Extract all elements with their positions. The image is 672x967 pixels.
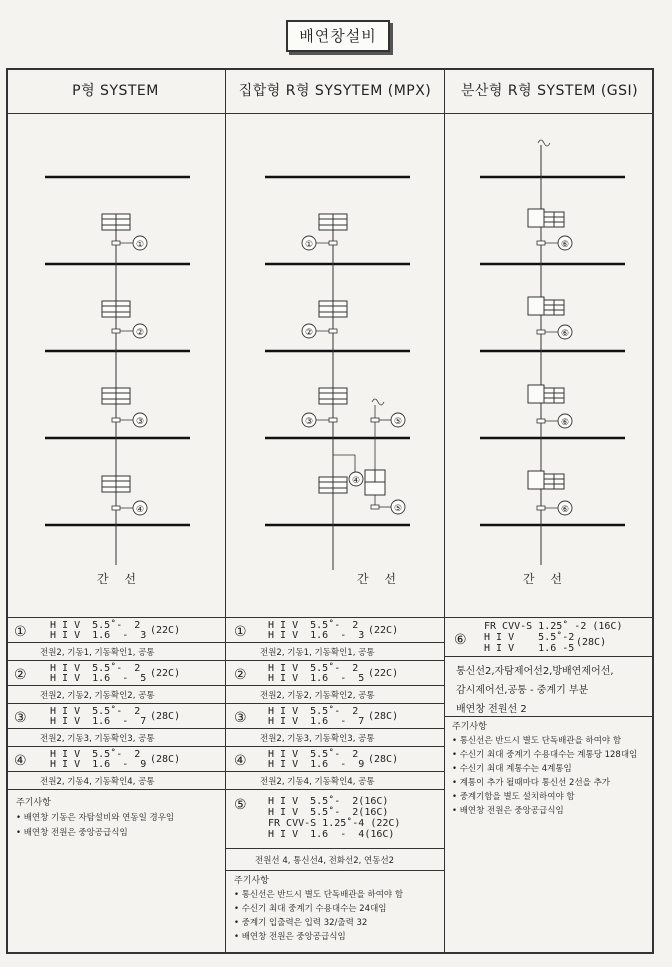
spec-line: H I V 1.6 - 5 — [268, 673, 365, 684]
junction-box — [329, 329, 337, 333]
marker-num: ① — [304, 240, 314, 250]
marker-num: ④ — [351, 476, 361, 486]
smoke-window-device — [102, 388, 130, 404]
spec-size: (28C) — [368, 711, 399, 722]
spec-num: ① — [234, 624, 247, 640]
spec-size: (28C) — [150, 711, 181, 722]
mpx-notes — [234, 874, 403, 944]
note-item: • 계통이 추가 될때마다 통신선 2선을 추가 — [452, 778, 611, 788]
marker-num: ② — [304, 328, 314, 338]
spec-num: ④ — [234, 753, 247, 769]
spec-num: ④ — [14, 753, 27, 769]
smoke-window-device — [319, 301, 347, 317]
junction-box — [371, 418, 379, 422]
trunk-label: 간 선 — [97, 572, 142, 586]
trunk-label: 간 선 — [523, 572, 568, 586]
spec-num: ⑥ — [454, 632, 467, 648]
smoke-window-device — [528, 209, 564, 227]
smoke-window-device — [528, 297, 564, 315]
spec-num: ② — [234, 667, 247, 683]
spec-line: H I V 5.5˚- 2(16C) — [268, 807, 389, 818]
note-item: • 통신선은 반드시 별도 단독배관을 하여야 함 — [452, 736, 622, 746]
spec-desc: 전원2, 기동1, 기동확인1, 공통 — [260, 648, 375, 658]
spec-line: H I V 5.5˚- 2 — [50, 620, 141, 631]
spec-line: FR CVV-S 1.25˚ -2 (16C) — [484, 621, 623, 632]
notes-title: 주기사항 — [452, 722, 487, 732]
marker-num: ⑥ — [560, 240, 570, 250]
junction-box — [112, 418, 120, 422]
gsi-desc: 감시제어선,공통 - 중계기 부분 — [456, 685, 589, 696]
junction-box — [329, 241, 337, 245]
note-item: • 배연창 전원은 중앙공급식임 — [452, 806, 564, 816]
spec-desc: 전원2, 기동4, 기동확인4, 공통 — [40, 777, 155, 787]
junction-box — [537, 419, 545, 423]
marker-num: ⑥ — [560, 329, 570, 339]
junction-box — [371, 505, 379, 509]
spec-num: ① — [14, 624, 27, 640]
smoke-window-device — [319, 477, 347, 493]
spec-line: FR CVV-S 1.25˚-4 (22C) — [268, 818, 401, 829]
p-notes — [16, 796, 174, 841]
junction-box — [329, 418, 337, 422]
column-header-p: P형 SYSTEM — [72, 83, 159, 99]
spec-num: ③ — [14, 710, 27, 726]
spec-size: (28C) — [576, 637, 607, 648]
note-item: • 배연창 전원은 중앙공급식임 — [234, 932, 346, 942]
spec-line: H I V 1.6 - 7 — [268, 716, 365, 727]
spec-size: (28C) — [368, 754, 399, 765]
smoke-window-device — [319, 214, 347, 230]
spec-line: H I V 1.6 - 3 — [50, 630, 147, 641]
spec-line: H I V 1.6 - 9 — [268, 759, 365, 770]
spec-line: H I V 1.6 -5 — [484, 643, 575, 654]
spec-desc: 전원2, 기동1, 기동확인1, 공통 — [40, 648, 155, 658]
smoke-window-device — [102, 476, 130, 492]
note-item: • 통신선은 반드시 별도 단독배관을 하여야 함 — [234, 890, 404, 900]
spec-size: (22C) — [150, 668, 181, 679]
smoke-window-device — [528, 385, 564, 403]
junction-box — [537, 330, 545, 334]
spec-line: H I V 5.5˚- 2 — [50, 749, 141, 760]
spec-line: H I V 1.6 - 9 — [50, 759, 147, 770]
note-item: • 중계기함을 별도 설치하여야 함 — [452, 792, 575, 802]
trunk-label: 간 선 — [357, 572, 402, 586]
notes-title: 주기사항 — [234, 876, 269, 886]
spec-line: H I V 5.5˚- 2 — [268, 663, 359, 674]
marker-num: ④ — [135, 505, 145, 515]
smoke-window-device — [102, 214, 130, 230]
junction-box — [537, 241, 545, 245]
spec-desc: 전원선 4, 통신선4, 전화선2, 연동선2 — [255, 856, 395, 866]
spec-line: H I V 5.5˚- 2 — [268, 706, 359, 717]
junction-box — [112, 241, 120, 245]
gsi-desc: 통신선2,자탐제어선2,방배연제어선, — [456, 666, 614, 677]
spec-desc: 전원2, 기동2, 기동확인2, 공통 — [260, 691, 375, 701]
spec-num: ⑤ — [234, 797, 247, 813]
spec-desc: 전원2, 기동4, 기동확인4, 공통 — [260, 777, 375, 787]
note-item: • 배연창 기동은 자탐설비와 연동일 경우임 — [16, 813, 175, 823]
spec-line: H I V 1.6 - 7 — [50, 716, 147, 727]
marker-num: ① — [135, 240, 145, 250]
marker-num: ③ — [135, 417, 145, 427]
note-item: • 수신기 최대 중계기 수용대수는 계통당 128대임 — [452, 750, 638, 760]
junction-box — [112, 329, 120, 333]
spec-line: H I V 5.5˚- 2 — [50, 663, 141, 674]
smoke-window-device — [102, 301, 130, 317]
spec-num: ③ — [234, 710, 247, 726]
spec-desc: 전원2, 기동2, 기동확인2, 공통 — [40, 691, 155, 701]
page-title: 배연창설비 — [286, 20, 390, 52]
note-item: • 수신기 최대 중계기 수용대수는 24대임 — [234, 904, 387, 914]
marker-num: ⑥ — [560, 505, 570, 515]
spec-line: H I V 5.5˚- 2 — [50, 706, 141, 717]
spec-line: H I V 5.5˚- 2 — [268, 749, 359, 760]
spec-line: H I V 5.5˚- 2 — [268, 620, 359, 631]
note-item: • 수신기 최대 계통수는 4계통임 — [452, 764, 572, 774]
column-header-gsi: 분산형 R형 SYSTEM (GSI) — [460, 83, 639, 99]
marker-num: ⑤ — [393, 417, 403, 427]
marker-num: ② — [135, 328, 145, 338]
spec-line: H I V 1.6 - 3 — [268, 630, 365, 641]
note-item: • 중계기 입출력은 입력 32/출력 32 — [234, 918, 368, 928]
spec-line: H I V 5.5˚- 2(16C) — [268, 796, 389, 807]
spec-num: ② — [14, 667, 27, 683]
spec-line: H I V 1.6 - 5 — [50, 673, 147, 684]
spec-line: H I V 1.6 - 4(16C) — [268, 829, 395, 840]
spec-line: H I V 5.5˚-2 — [484, 632, 575, 643]
repeater-box — [365, 470, 385, 495]
spec-size: (22C) — [368, 668, 399, 679]
spec-size: (28C) — [150, 754, 181, 765]
notes-title: 주기사항 — [16, 798, 51, 808]
smoke-window-device — [528, 471, 564, 489]
spec-desc: 전원2, 기동3, 기동확인3, 공통 — [40, 734, 155, 744]
column-header-mpx: 집합형 R형 SYSYTEM (MPX) — [238, 83, 432, 99]
junction-box — [537, 506, 545, 510]
spec-size: (22C) — [368, 625, 399, 636]
spec-desc: 전원2, 기동3, 기동확인3, 공통 — [260, 734, 375, 744]
spec-size: (22C) — [150, 625, 181, 636]
note-item: • 배연창 전원은 중앙공급식임 — [16, 828, 128, 838]
gsi-notes — [452, 720, 637, 818]
smoke-window-device — [319, 388, 347, 404]
junction-box — [112, 506, 120, 510]
gsi-desc: 배연창 전원선 2 — [456, 704, 527, 715]
marker-num: ⑥ — [560, 418, 570, 428]
marker-num: ⑤ — [393, 504, 403, 514]
marker-num: ③ — [304, 417, 314, 427]
